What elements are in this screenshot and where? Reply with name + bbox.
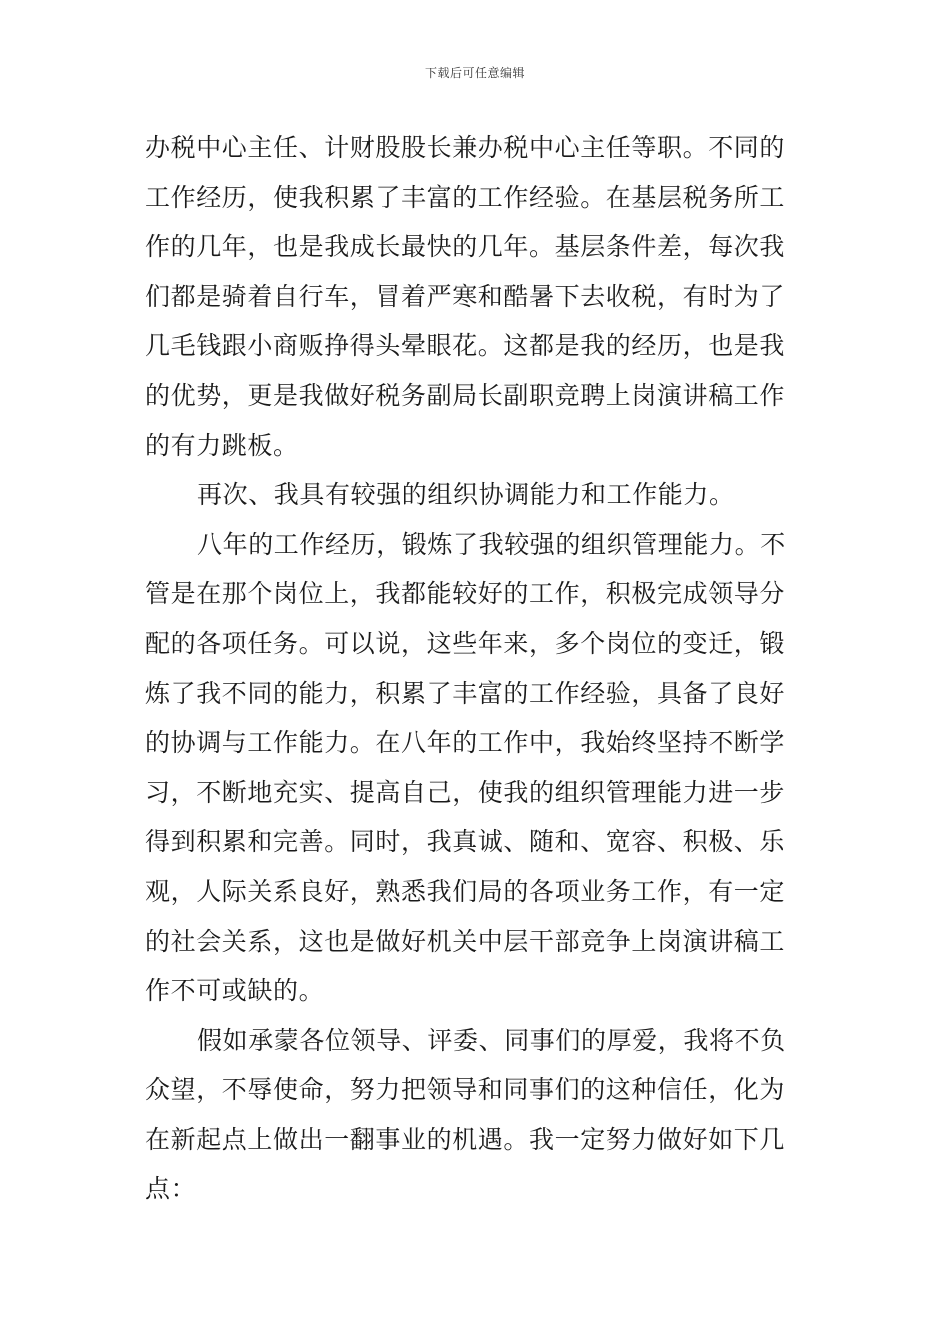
text-line: 作的几年，也是我成长最快的几年。基层条件差，每次我 [145,232,786,262]
text-line: 的协调与工作能力。在八年的工作中，我始终坚持不断学 [145,728,786,758]
paragraph [145,123,807,470]
paragraph [145,470,807,520]
text-line: 假如承蒙各位领导、评委、同事们的厚爱，我将不负 [197,1025,786,1055]
text-line: 作不可或缺的。 [145,976,325,1006]
text-line: 众望，不辱使命，努力把领导和同事们的这种信任，化为 [145,1075,786,1105]
text-line: 炼了我不同的能力，积累了丰富的工作经验，具备了良好 [145,678,786,708]
text-line: 得到积累和完善。同时，我真诚、随和、宽容、积极、乐 [145,827,786,857]
text-line: 的有力跳板。 [145,430,299,460]
paragraph [145,1016,807,1214]
text-line: 再次、我具有较强的组织协调能力和工作能力。 [197,480,735,510]
text-line: 工作经历，使我积累了丰富的工作经验。在基层税务所工 [145,182,786,212]
text-line: 观，人际关系良好，熟悉我们局的各项业务工作，有一定 [145,876,786,906]
text-line: 八年的工作经历，锻炼了我较强的组织管理能力。不 [197,529,786,559]
text-line: 的优势，更是我做好税务副局长副职竞聘上岗演讲稿工作 [145,380,786,410]
text-line: 配的各项任务。可以说，这些年来，多个岗位的变迁，锻 [145,628,786,658]
text-line: 办税中心主任、计财股股长兼办税中心主任等职。不同的 [145,133,786,162]
text-line: 习，不断地充实、提高自己，使我的组织管理能力进一步 [145,777,786,807]
text-line: 几毛钱跟小商贩挣得头晕眼花。这都是我的经历，也是我 [145,331,786,361]
text-line: 们都是骑着自行车，冒着严寒和酷暑下去收税，有时为了 [145,281,786,311]
text-line: 点： [145,1174,197,1204]
document-body [145,123,807,1214]
page-header: 下载后可任意编辑 [424,66,525,80]
text-line: 管是在那个岗位上，我都能较好的工作，积极完成领导分 [145,579,786,609]
text-line: 在新起点上做出一翻事业的机遇。我一定努力做好如下几 [145,1124,786,1154]
text-line: 的社会关系，这也是做好机关中层干部竞争上岗演讲稿工 [145,926,786,956]
paragraph [145,520,807,1016]
